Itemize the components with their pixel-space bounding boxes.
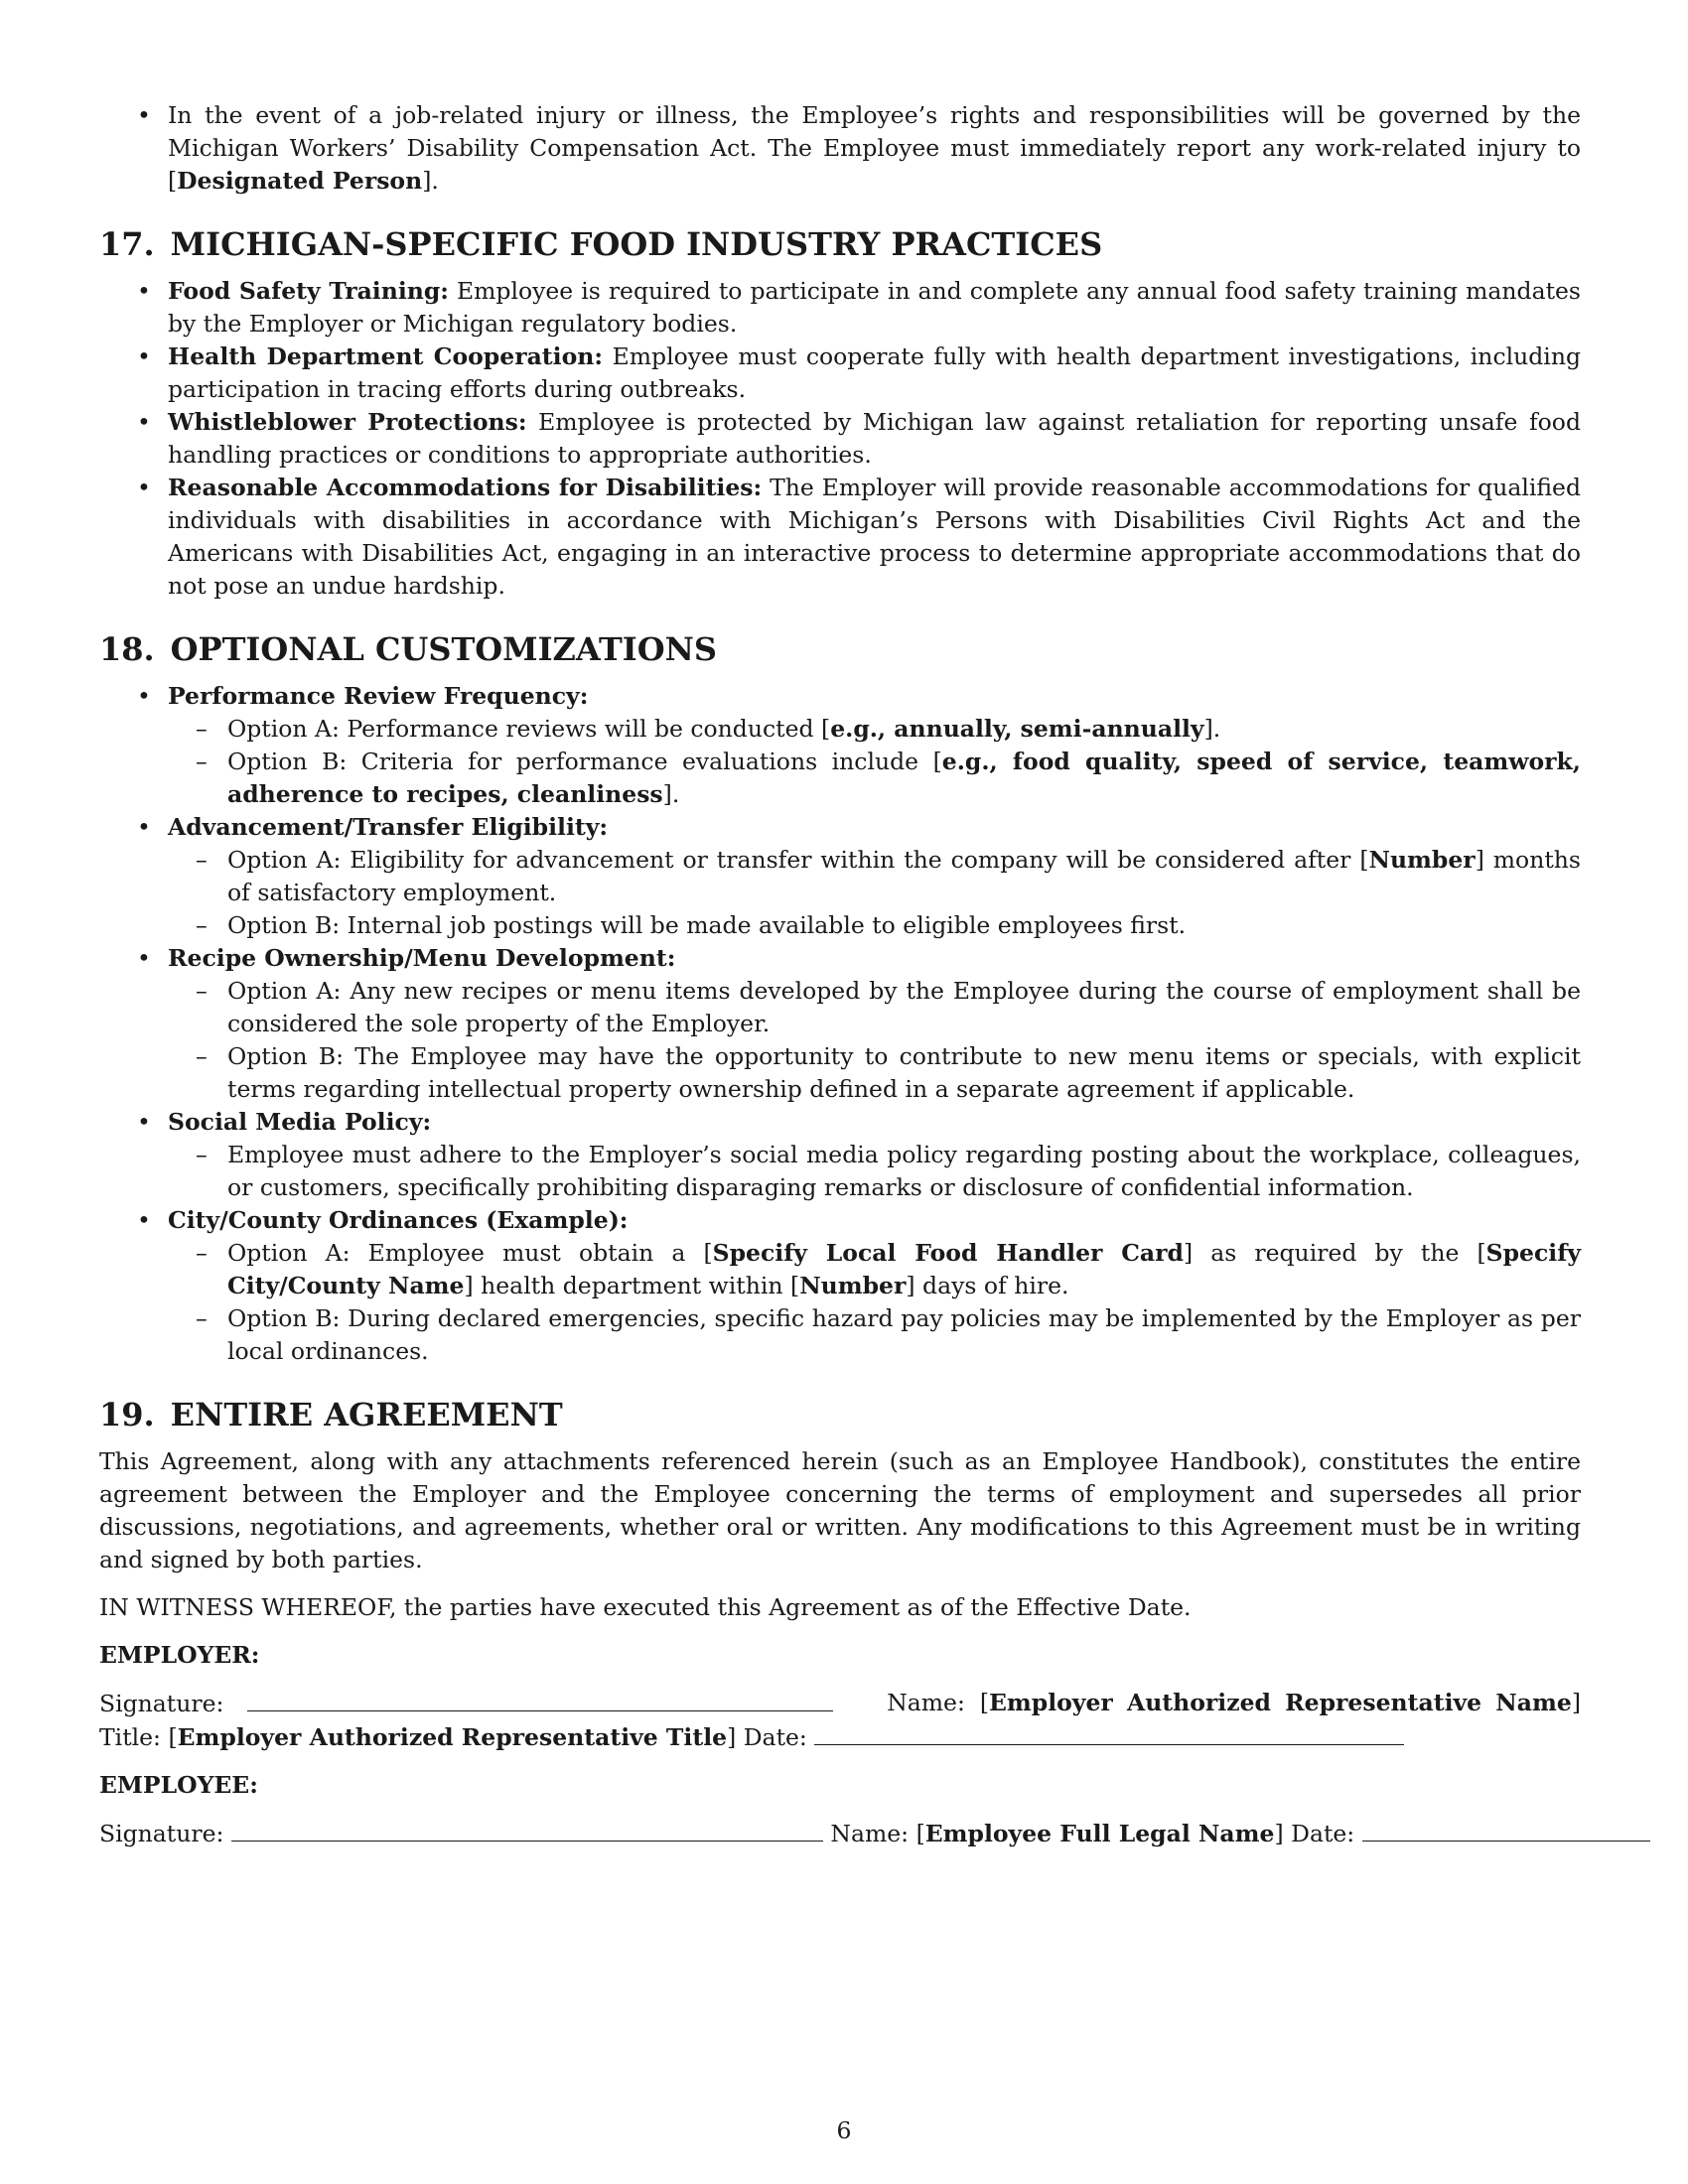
option-text: Option A: Performance reviews will be conducted: [227, 715, 822, 743]
employer-heading: EMPLOYER:: [99, 1641, 260, 1669]
sub-item: [168, 975, 1581, 1040]
list-item: [99, 811, 1581, 942]
employee-date-line[interactable]: [1362, 1817, 1650, 1842]
item-text: Employee is required to participate in and complete any annual food safety training mandates by the Employer or Michigan regulatory bodies.: [168, 277, 1581, 338]
employer-date-line[interactable]: [814, 1720, 1404, 1745]
entire-agreement-paragraph: This Agreement, along with any attachments referenced herein (such as an Employee Handbook), constitutes the entire agreement between the Employer and the Employee concerning the terms of employment and supersedes all prior discussions, negotiations, and agreements, whether oral or written. Any modifications to this Agreement must be in writing and signed by both parties.: [99, 1447, 1581, 1573]
list-item: [99, 680, 1581, 811]
section-17-list: [99, 275, 1581, 603]
sub-list: [168, 713, 1581, 811]
intro-bullet-list: [99, 99, 1581, 198]
option-text: health department within: [473, 1272, 791, 1299]
placeholder: e.g., food quality, speed of service, teamwork, adherence to recipes, cleanliness: [227, 748, 1581, 808]
list-item: [99, 472, 1581, 603]
option-text: Option A: Eligibility for advancement or transfer within the company will be considered after: [227, 846, 1360, 874]
item-label: Whistleblower Protections:: [168, 408, 527, 436]
sub-item: – Option B: Criteria for performance evaluations include [e.g., food quality, speed of service, teamwork, adherence to recipes, cleanliness].: [168, 746, 1581, 811]
section-19-heading: [99, 1395, 1581, 1434]
sub-item: – Option A: Eligibility for advancement or transfer within the company will be considered after [Number] months of satisfactory employment.: [168, 844, 1581, 909]
item-label: Social Media Policy:: [168, 1108, 432, 1136]
list-item: [99, 1204, 1581, 1368]
section-number: 19.: [99, 1396, 155, 1433]
sub-item: [168, 909, 1581, 942]
section-title: ENTIRE AGREEMENT: [170, 1396, 563, 1433]
employer-title-placeholder: Employer Authorized Representative Title: [177, 1723, 728, 1751]
sub-item: [168, 1040, 1581, 1106]
list-item: [99, 406, 1581, 472]
employee-signature-row: Signature: Name: [Employee Full Legal Name] Date:: [99, 1817, 1581, 1850]
section-title: OPTIONAL CUSTOMIZATIONS: [170, 630, 717, 668]
section-18-list: [99, 680, 1581, 1368]
option-text: – Option B: During declared emergencies, specific hazard pay policies may be implemented by the Employer as per local ordinances.: [227, 1304, 1581, 1365]
option-text: days of hire.: [914, 1272, 1069, 1299]
list-item: [99, 1106, 1581, 1204]
sub-item: – Option A: Performance reviews will be conducted [e.g., annually, semi-annually].: [168, 713, 1581, 746]
item-text: Employee is protected by Michigan law against retaliation for reporting unsafe food handling practices or conditions to appropriate authorities.: [168, 408, 1582, 469]
item-text: Employee must cooperate fully with health department investigations, including participation in tracing efforts during outbreaks.: [168, 342, 1581, 403]
item-label: Reasonable Accommodations for Disabilities:: [168, 474, 763, 501]
signature-label: Signature:: [99, 1690, 224, 1717]
witness-paragraph: IN WITNESS WHEREOF, the parties have executed this Agreement as of the Effective Date.: [99, 1593, 1192, 1621]
option-text: – Option B: Internal job postings will be made available to eligible employees first.: [227, 911, 1187, 939]
name-label: Name:: [887, 1689, 965, 1716]
employee-heading: EMPLOYEE:: [99, 1771, 258, 1799]
option-text: – Employee must adhere to the Employer’s social media policy regarding posting about the workplace, colleagues, or customers, specifically prohibiting disparaging remarks or disclosure of confidential information.: [227, 1141, 1581, 1201]
name-label: Name:: [830, 1820, 910, 1847]
list-item: [99, 275, 1581, 341]
list-item: • In the event of a job-related injury or illness, the Employee’s rights and responsibilities will be governed by the Michigan Workers’ Disability Compensation Act. The Employee must immediately report any work-related injury to [Designated Person].: [99, 99, 1581, 198]
option-text: months of satisfactory employment.: [227, 846, 1581, 906]
employer-name-placeholder: Employer Authorized Representative Name: [989, 1689, 1572, 1716]
sub-list: [168, 844, 1581, 942]
title-label: Title:: [99, 1723, 161, 1751]
sub-list: [168, 1139, 1581, 1204]
list-item: [99, 942, 1581, 1106]
sub-list: [168, 1237, 1581, 1368]
page-number: 6: [836, 2116, 852, 2144]
designated-person-placeholder: Designated Person: [177, 167, 423, 195]
item-label: Recipe Ownership/Menu Development:: [168, 944, 676, 972]
section-number: 17.: [99, 225, 155, 263]
placeholder: Number: [1368, 846, 1476, 874]
employer-title-row: Title: [Employer Authorized Representative Title] Date:: [99, 1720, 1581, 1754]
placeholder: e.g., annually, semi-annually: [830, 715, 1204, 743]
item-label: City/County Ordinances (Example):: [168, 1206, 629, 1234]
item-label: Performance Review Frequency:: [168, 682, 589, 710]
item-label: Advancement/Transfer Eligibility:: [168, 813, 609, 841]
option-text: – Option A: Any new recipes or menu items developed by the Employee during the course of employment shall be considered the sole property of the Employer.: [227, 977, 1581, 1037]
employer-signature-row: [99, 1687, 1581, 1720]
employer-signature-group: [99, 1687, 833, 1720]
employee-name-placeholder: Employee Full Legal Name: [924, 1820, 1275, 1847]
section-17-heading: [99, 224, 1581, 264]
option-text: – Option B: The Employee may have the opportunity to contribute to new menu items or specials, with explicit terms regarding intellectual property ownership defined in a separate agreement if applicable.: [227, 1042, 1581, 1103]
signature-label: Signature:: [99, 1820, 224, 1847]
date-label: Date:: [1291, 1820, 1355, 1847]
option-text: Option A: Employee must obtain a: [227, 1239, 704, 1267]
item-label: Food Safety Training:: [168, 277, 449, 305]
intro-bullet-text: In the event of a job-related injury or illness, the Employee’s rights and responsibilities will be governed by the Michigan Workers’ Disability Compensation Act. The Employee must immediately report any work-related injury to: [168, 101, 1581, 162]
date-label: Date:: [743, 1723, 807, 1751]
section-18-heading: [99, 629, 1581, 669]
item-label: Health Department Cooperation:: [168, 342, 604, 370]
placeholder: Specify City/County Name: [227, 1239, 1581, 1299]
section-title: MICHIGAN-SPECIFIC FOOD INDUSTRY PRACTICES: [170, 225, 1103, 263]
list-item: [99, 341, 1581, 406]
option-text: Option B: Criteria for performance evaluations include: [227, 748, 933, 775]
item-text: The Employer will provide reasonable accommodations for qualified individuals with disabilities in accordance with Michigan’s Persons with Disabilities Civil Rights Act and the Americans with Disabilities Act, engaging in an interactive process to determine appropriate accommodations that do not pose an undue hardship.: [168, 474, 1581, 600]
sub-item: [168, 1302, 1581, 1368]
option-text: as required by the: [1193, 1239, 1477, 1267]
placeholder: Specify Local Food Handler Card: [712, 1239, 1184, 1267]
placeholder: Number: [799, 1272, 907, 1299]
employer-name-group: Name: [Employer Authorized Representative Name]: [887, 1689, 1581, 1716]
page-content: [99, 99, 1581, 1850]
employee-signature-line[interactable]: [231, 1817, 823, 1842]
sub-list: [168, 975, 1581, 1106]
sub-item: [168, 1139, 1581, 1204]
employer-signature-line[interactable]: [247, 1687, 833, 1711]
section-number: 18.: [99, 630, 155, 668]
sub-item: – Option A: Employee must obtain a [Specify Local Food Handler Card] as required by the [Specify City/County Name] health department within [Number] days of hire.: [168, 1237, 1581, 1302]
